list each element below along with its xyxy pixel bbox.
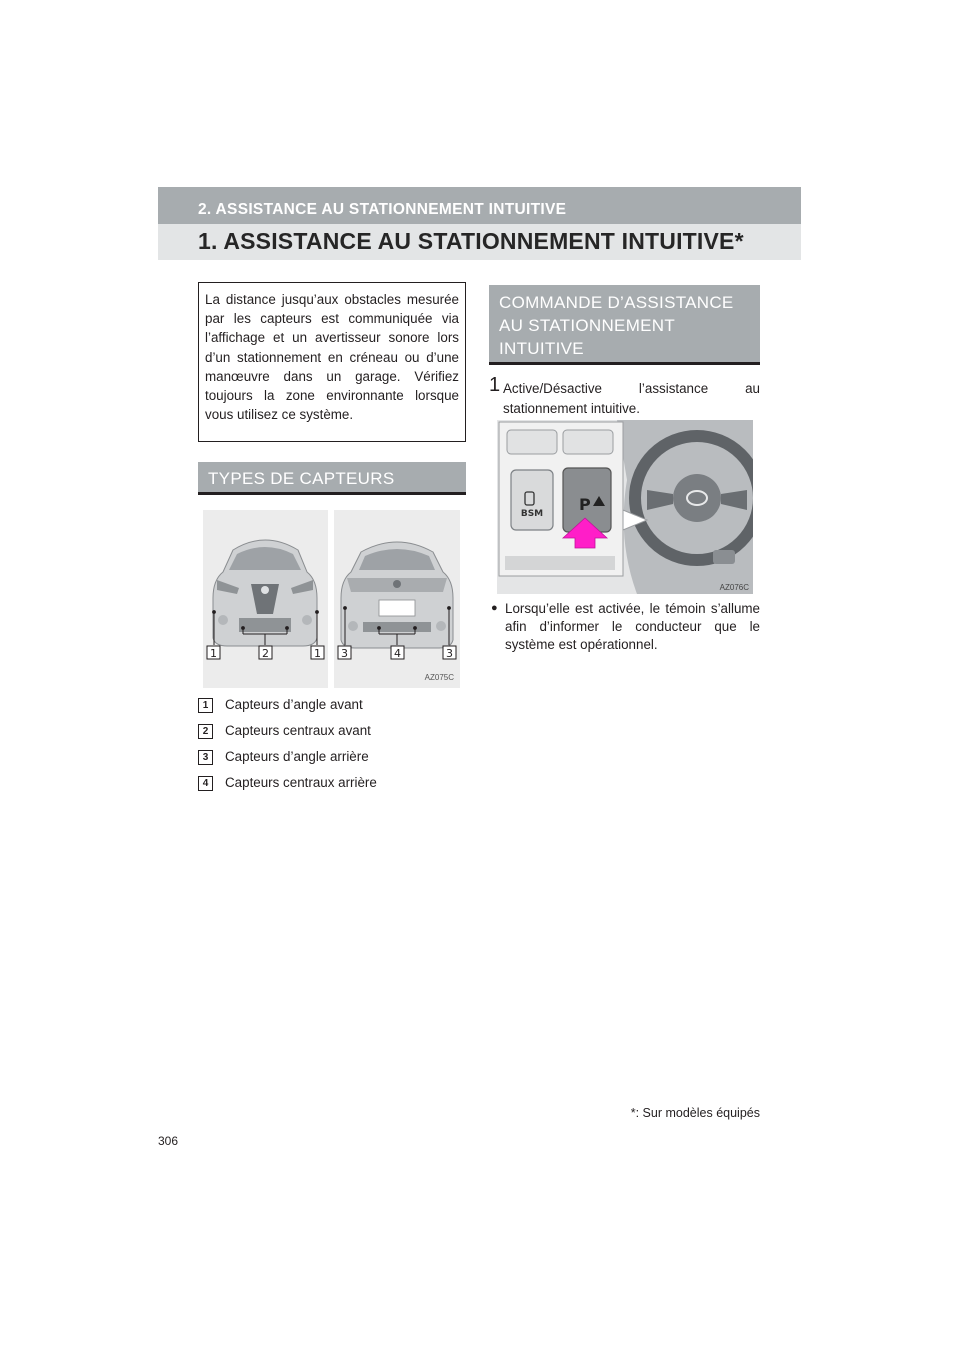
sensor-item-num: 3 [198, 750, 213, 765]
step-number: 1 [489, 374, 501, 396]
chapter-header [158, 187, 801, 224]
command-heading [489, 285, 760, 365]
car-sensors-illustration [203, 510, 460, 688]
bsm-button-label: BSM [520, 509, 544, 519]
sensor-item-label: Capteurs d’angle avant [225, 697, 363, 712]
command-title-line2: AU STATIONNEMENT [499, 316, 676, 335]
rear-car [341, 542, 453, 648]
command-title-line1: COMMANDE D’ASSISTANCE [499, 293, 734, 312]
callout-3a: 3 [341, 647, 348, 660]
sensor-types-title: TYPES DE CAPTEURS [208, 469, 395, 488]
sensor-item-label: Capteurs centraux arrière [225, 775, 377, 790]
parking-sensor-icon: P [579, 495, 591, 514]
page-title: 1. ASSISTANCE AU STATIONNEMENT INTUITIVE* [198, 228, 744, 254]
section-header [158, 224, 801, 260]
dashboard-switch-illustration [497, 420, 753, 594]
callout-1a: 1 [210, 647, 217, 660]
sensor-item-num: 4 [198, 776, 213, 791]
sensor-item-label: Capteurs centraux avant [225, 723, 371, 738]
callout-4: 4 [394, 647, 401, 660]
bullet-dot-icon: ● [491, 602, 498, 614]
sensor-types-heading [198, 462, 466, 495]
callout-2: 2 [262, 647, 269, 660]
sensor-item-num: 1 [198, 698, 213, 713]
command-title-line3: INTUITIVE [499, 339, 584, 358]
callout-1b: 1 [314, 647, 321, 660]
footnote: *: Sur modèles équipés [630, 1106, 760, 1120]
intro-text: La distance jusqu’aux obstacles mesurée par les capteurs est communiquée via l’affichage et un avertisseur sonore lors d’un stationnement en créneau ou d’une manœuvre dans un garage. Vérifiez toujours la zone environnante lorsque vous utilisez ce système. [205, 292, 459, 423]
sensor-item-num: 2 [198, 724, 213, 739]
figure-code: AZ075C [424, 673, 454, 682]
page-number: 306 [158, 1134, 179, 1148]
callout-3b: 3 [446, 647, 453, 660]
bullet-text: Lorsqu’elle est activée, le témoin s’allume afin d’informer le conducteur que le système est opérationnel. [505, 601, 760, 652]
intro-box [198, 282, 466, 442]
command-title [499, 291, 734, 360]
sensor-item-label: Capteurs d’angle arrière [225, 749, 369, 764]
step-text: Active/Désactive l’assistance au stationnement intuitive. [503, 381, 760, 416]
figure-code: AZ076C [719, 583, 749, 592]
chapter-title: 2. ASSISTANCE AU STATIONNEMENT INTUITIVE [198, 201, 567, 218]
